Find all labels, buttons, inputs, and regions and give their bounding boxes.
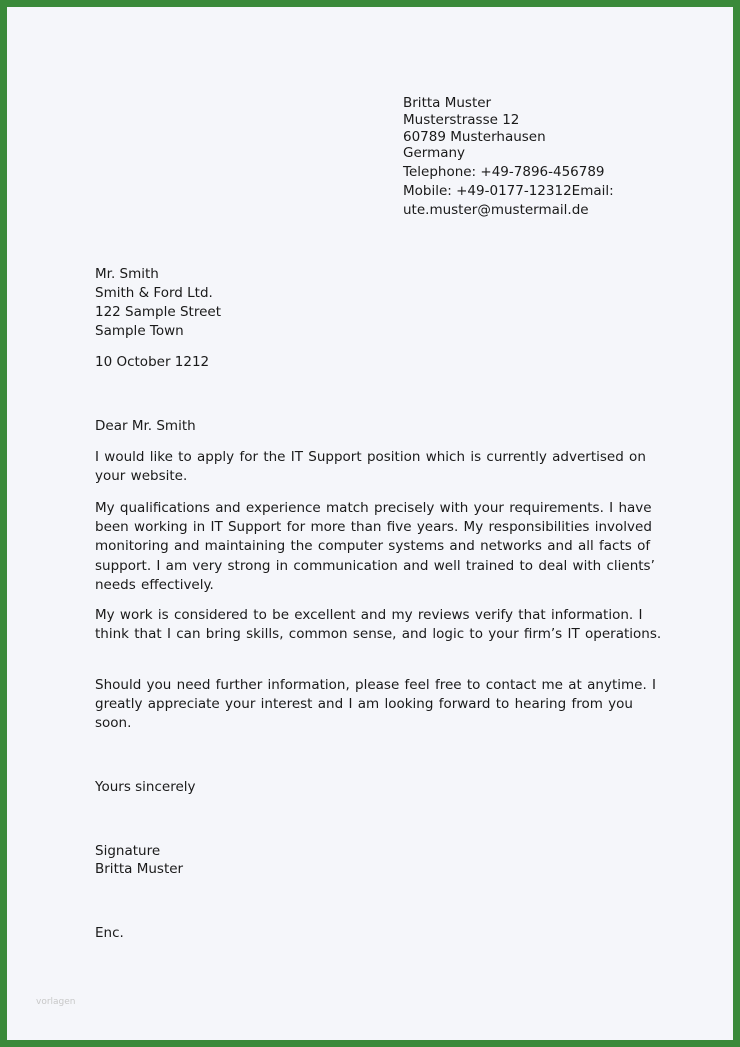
salutation: Dear Mr. Smith [95,418,196,434]
sender-name: Britta Muster [403,95,492,111]
signature-name: Britta Muster [95,861,184,877]
sender-country: Germany [403,145,466,161]
closing: Yours sincerely [95,779,196,795]
recipient-street: 122 Sample Street [95,304,221,320]
recipient-name: Mr. Smith [95,266,159,282]
sender-street: Musterstrasse 12 [403,112,520,128]
sender-telephone: Telephone: +49-7896-456789 [403,164,605,180]
sender-email: ute.muster@mustermail.de [403,202,589,218]
recipient-town: Sample Town [95,323,184,339]
paragraph-1: I would like to apply for the IT Support position which is currently advertised on your website. [95,449,646,485]
enclosure-note: Enc. [95,925,124,941]
letter-date: 10 October 1212 [95,354,210,370]
sender-city: 60789 Musterhausen [403,129,546,145]
recipient-company: Smith & Ford Ltd. [95,285,213,301]
paragraph-4: Should you need further information, please feel free to contact me at anytime. I greatly appreciate your interest and I am looking forward to hearing from you soon. [95,677,657,732]
signature-label: Signature [95,843,161,859]
paragraph-3: My work is considered to be excellent and my reviews verify that information. I think that I can bring skills, common sense, and logic to your firm’s IT operations. [95,607,662,643]
watermark: vorlagen [36,997,76,1007]
sender-mobile-email: Mobile: +49-0177-12312Email: [403,183,614,199]
paragraph-2: My qualifications and experience match precisely with your requirements. I have been working in IT Support for more than five years. My responsibilities involved monitoring and maintaining the computer systems and networks and all facts of support. I am very strong in communication and well trained to deal with clients’ needs effectively. [95,500,655,593]
